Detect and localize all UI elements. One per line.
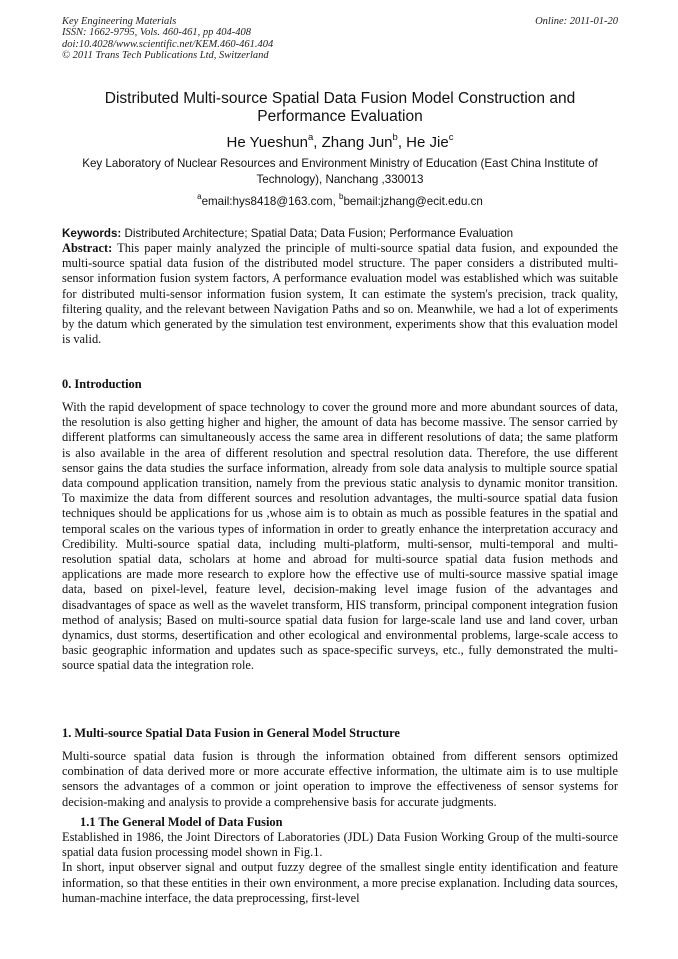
email-address[interactable]: bemail:jzhang@ecit.edu.cn <box>343 194 483 208</box>
email-line <box>62 190 618 210</box>
journal-header <box>62 16 618 62</box>
keywords <box>62 226 618 241</box>
subsection-heading-1-1: 1.1 The General Model of Data Fusion <box>80 815 283 829</box>
author-name: He Yueshun <box>226 134 308 151</box>
email-sep: , <box>332 194 340 208</box>
abstract <box>62 241 618 347</box>
author-sup: b <box>392 132 398 143</box>
paragraph: Multi-source spatial data fusion is through the information obtained from different sensors optimized combination of data derived more or more accurate effective information, the ultimate aim is to use multiple sensors the advantages of a common or joint operation to improve the effectiveness of sensor systems for decision-making and analysis to provide a comprehensive basis for accurate judgments. <box>62 749 618 809</box>
online-date: Online: 2011-01-20 <box>535 16 618 27</box>
section-heading-1: 1. Multi-source Spatial Data Fusion in General Model Structure <box>62 726 400 740</box>
introduction-text <box>62 400 618 674</box>
copyright-line: © 2011 Trans Tech Publications Ltd, Switzerland <box>62 50 269 62</box>
email-sup: b <box>339 192 344 201</box>
affiliation: Key Laboratory of Nuclear Resources and Environment Ministry of Education (East China Institute of Technology), Nanchang ,330013 <box>82 157 598 186</box>
author-sup: c <box>448 132 454 143</box>
paper-title: Distributed Multi-source Spatial Data Fusion Model Construction and Performance Evaluation <box>104 90 576 125</box>
email-address[interactable]: email:hys8418@163.com <box>201 194 333 208</box>
keywords-label: Keywords: <box>62 227 122 240</box>
issn-line: ISSN: 1662-9795, Vols. 460-461, pp 404-408 <box>62 27 251 39</box>
keywords-text: Distributed Architecture; Spatial Data; Data Fusion; Performance Evaluation <box>124 227 514 240</box>
abstract-text: This paper mainly analyzed the principle of multi-source spatial data fusion, and expounded the multi-source spatial data fusion of the distributed model structure. The paper considers a distributed multi-sensor information fusion system factors, A performance evaluation model was established which was suitable for distributed multi-sensor information fusion system, It can estimate the system's precision, track quality, filtering quality, and the relevant between Navigation Paths and so on. Meanwhile, we had a lot of experiments by the datum which generated by the simulation test environment, experiments show that this evaluation model is valid. <box>62 241 619 347</box>
subsection-1-1-text <box>62 830 618 906</box>
email-sup: a <box>197 192 202 201</box>
author-sup: a <box>308 132 314 143</box>
author-sep: , <box>313 134 322 151</box>
author-name: He Jie <box>406 134 449 151</box>
author-sep: , <box>397 134 407 151</box>
paragraph: With the rapid development of space technology to cover the ground more and more abundant sources of data, the resolution is also getting higher and higher, the amount of data has become massive. The sensor carried by different platforms can simultaneously access the same area in different resolutions of data; the same platform is also available in the area of different resolution and spectral resolution data. Therefore, the use different sensor gains the data studies the surface information, already from sole data analysis to multiple source spatial data compound application transition, namely from the previous static analysis to dynamic monitor transition. To maximize the data from different sources and resolution advantages, the multi-source spatial data fusion techniques should be applications for us ,whose aim is to obtain as much as possible features in the spatial and temporal scales on the various types of information in order to greatly enhance the interpretation accuracy and Credibility. Multi-source spatial data, including multi-platform, multi-sensor, multi-temporal and multi-resolution spatial data, scholars at home and abroad for multi-source spatial data fusion methods and applications are made more research to explore how the effective use of multi-source massive spatial image data, based on pixel-level, feature level, decision-making level image fusion of the advantages and disadvantages of space as well as the wavelet transform, HIS transform, principal component integration fusion method of analysis; Based on multi-source spatial data fusion for large-scale land use and land cover, urban dynamics, dust storms, desertification and other ecological and environmental problems, large-scale access to basic geographic information and updates such as space-specific surveys, etc., fully demonstrated the multi-source spatial data the integration role. <box>62 400 618 673</box>
journal-name: Key Engineering Materials <box>62 16 177 27</box>
author-name: Zhang Jun <box>321 134 393 151</box>
paragraph: In short, input observer signal and output fuzzy degree of the smallest single entity identification and feature information, so that these entities in their own environment, a more precise explanation. Including data sources, human-machine interface, the data preprocessing, first-level <box>62 860 618 905</box>
section-heading-introduction: 0. Introduction <box>62 377 142 391</box>
doi-line: doi:10.4028/www.scientific.net/KEM.460-461.404 <box>62 38 274 50</box>
paragraph: Established in 1986, the Joint Directors of Laboratories (JDL) Data Fusion Working Group of the multi-source spatial data fusion processing model shown in Fig.1. <box>62 830 618 860</box>
author-list <box>62 130 618 152</box>
section-1-text <box>62 749 618 810</box>
abstract-label: Abstract: <box>62 241 113 255</box>
